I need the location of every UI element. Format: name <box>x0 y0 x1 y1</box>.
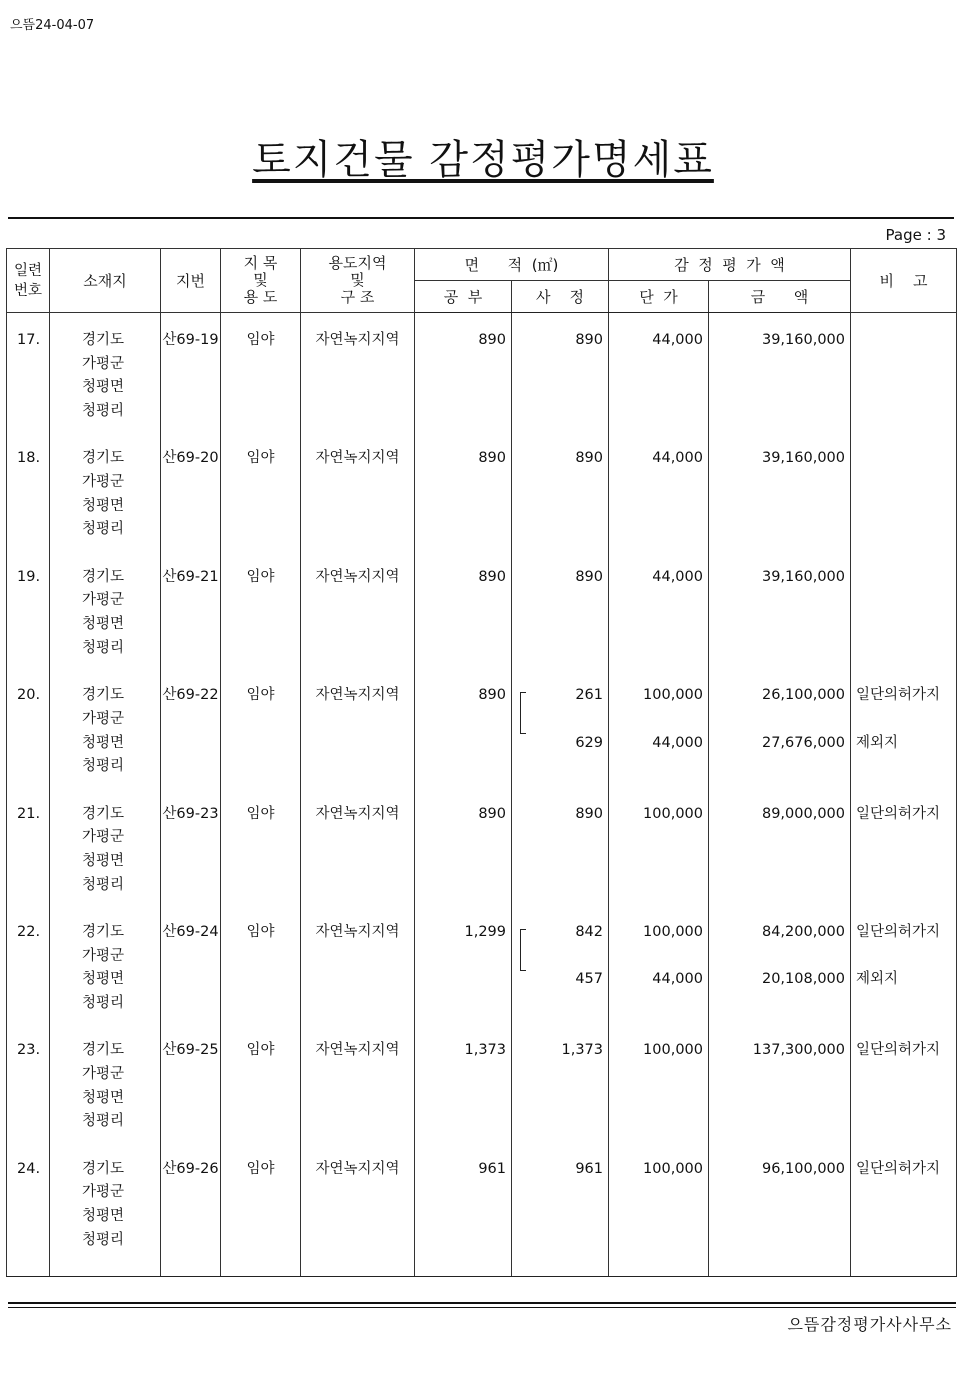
cell-text: 100,000 <box>643 687 703 704</box>
area-actual-cell <box>512 684 609 802</box>
cell-text: 임야 <box>246 923 275 940</box>
category-cell <box>221 921 301 1039</box>
cell-text: 44,000 <box>652 332 703 348</box>
cell-text: 44,000 <box>652 450 703 467</box>
cell-text: 임야 <box>246 805 275 822</box>
cell-text: 산69-26 <box>162 1160 219 1177</box>
location-cell <box>50 803 161 921</box>
cell-text: 23. <box>17 1042 41 1059</box>
cell-text: 제외지 <box>856 971 899 988</box>
cell-text: 자연녹지지역 <box>315 450 400 467</box>
cell-text: 일단의허가지 <box>856 687 941 704</box>
category-cell <box>221 329 301 447</box>
cell-text: 임야 <box>246 568 275 585</box>
cell-text: 100,000 <box>643 805 703 822</box>
zoning-cell <box>301 684 415 802</box>
cell-text: 자연녹지지역 <box>315 568 400 585</box>
category-cell <box>221 1039 301 1157</box>
cell-text: 842 <box>575 923 603 940</box>
area-official-cell <box>415 803 512 921</box>
cell-text: 20,108,000 <box>761 971 846 988</box>
location-cell <box>50 1158 161 1277</box>
area-actual-cell <box>512 1158 609 1277</box>
unit-price-cell <box>609 684 709 802</box>
table-row <box>7 803 957 921</box>
cell-text: 산69-21 <box>162 568 219 585</box>
remarks-cell <box>851 329 957 447</box>
cell-text: 가평군 <box>82 592 125 609</box>
cell-text: 청평리 <box>82 758 125 775</box>
cell-text: 44,000 <box>652 971 703 988</box>
table-row <box>7 329 957 447</box>
lot-cell <box>161 803 221 921</box>
cell-text: 청평리 <box>82 876 125 893</box>
bottom-divider-thin <box>8 1307 956 1308</box>
cell-text: 1,299 <box>464 923 506 940</box>
cell-text: 경기도 <box>82 805 125 822</box>
table-row <box>7 921 957 1039</box>
header-area-actual: 사 정 <box>512 281 609 313</box>
cell-text: 자연녹지지역 <box>315 923 400 940</box>
cell-text: 100,000 <box>643 923 703 940</box>
zoning-cell <box>301 803 415 921</box>
table-row <box>7 684 957 802</box>
zoning-cell <box>301 447 415 565</box>
remarks-cell <box>851 1039 957 1157</box>
office-name: 으뜸감정평가사사무소 <box>787 1315 952 1334</box>
lot-cell <box>161 1039 221 1157</box>
appraisal-table <box>6 248 957 1277</box>
cell-text: 가평군 <box>82 947 125 964</box>
remarks-cell <box>851 1158 957 1277</box>
cell-text: 자연녹지지역 <box>315 1160 400 1177</box>
table-row <box>7 447 957 565</box>
table-row <box>7 1039 957 1157</box>
area-official-cell <box>415 921 512 1039</box>
cell-text: 629 <box>575 734 603 751</box>
cell-text: 청평면 <box>82 497 125 514</box>
location-cell <box>50 684 161 802</box>
location-cell <box>50 329 161 447</box>
zoning-cell <box>301 329 415 447</box>
location-cell <box>50 447 161 565</box>
cell-text: 청평면 <box>82 852 125 869</box>
cell-text: 청평면 <box>82 1089 125 1106</box>
lot-cell <box>161 566 221 684</box>
location-cell <box>50 566 161 684</box>
cell-text: 일단의허가지 <box>856 805 941 822</box>
cell-text: 산69-19 <box>162 332 219 348</box>
header-appraisal: 감 정 평 가 액 <box>609 249 851 281</box>
zoning-cell <box>301 566 415 684</box>
cell-text: 100,000 <box>643 1042 703 1059</box>
location-cell <box>50 1039 161 1157</box>
area-actual-cell <box>512 329 609 447</box>
unit-price-cell <box>609 447 709 565</box>
cell-text: 1,373 <box>464 1042 506 1059</box>
cell-text: 890 <box>478 568 506 585</box>
area-actual-cell <box>512 447 609 565</box>
amount-cell <box>709 447 851 565</box>
unit-price-cell <box>609 1158 709 1277</box>
cell-text: 일단의허가지 <box>856 1042 941 1059</box>
cell-text: 1,373 <box>561 1042 603 1059</box>
area-actual-cell <box>512 803 609 921</box>
cell-text: 26,100,000 <box>761 687 846 704</box>
category-cell <box>221 684 301 802</box>
amount-cell <box>709 921 851 1039</box>
cell-text: 청평면 <box>82 379 125 396</box>
cell-text: 890 <box>575 568 603 585</box>
cell-text: 경기도 <box>82 1042 125 1059</box>
cell-text: 임야 <box>246 1160 275 1177</box>
amount-cell <box>709 1039 851 1157</box>
cell-text: 17. <box>17 332 41 348</box>
amount-cell <box>709 803 851 921</box>
header-remarks: 비 고 <box>851 249 957 313</box>
cell-text: 청평리 <box>82 521 125 538</box>
cell-text: 임야 <box>246 1042 275 1059</box>
zoning-cell <box>301 1039 415 1157</box>
cell-text: 청평면 <box>82 616 125 633</box>
cell-text: 경기도 <box>82 687 125 704</box>
lot-cell <box>161 921 221 1039</box>
cell-text: 가평군 <box>82 355 125 372</box>
remarks-cell <box>851 566 957 684</box>
area-official-cell <box>415 566 512 684</box>
cell-text: 84,200,000 <box>761 923 846 940</box>
serial-cell <box>7 684 50 802</box>
category-cell <box>221 447 301 565</box>
bracket-mark <box>520 929 526 971</box>
area-actual-cell <box>512 1039 609 1157</box>
cell-text: 청평리 <box>82 1231 125 1248</box>
cell-text: 22. <box>17 923 41 940</box>
cell-text: 가평군 <box>82 710 125 727</box>
cell-text: 청평면 <box>82 1208 125 1225</box>
area-official-cell <box>415 684 512 802</box>
cell-text: 임야 <box>246 450 275 467</box>
cell-text: 261 <box>575 687 603 704</box>
cell-text: 19. <box>17 568 41 585</box>
amount-cell <box>709 684 851 802</box>
serial-cell <box>7 329 50 447</box>
area-actual-cell <box>512 921 609 1039</box>
page-number: Page : 3 <box>885 226 946 244</box>
cell-text: 137,300,000 <box>752 1042 846 1059</box>
header-zoning: 용도지역 및 구 조 <box>301 249 415 313</box>
unit-price-cell <box>609 566 709 684</box>
cell-text: 39,160,000 <box>761 568 846 585</box>
title-text: 토지건물 감정평가명세표 <box>252 137 714 183</box>
zoning-cell <box>301 921 415 1039</box>
cell-text: 산69-22 <box>162 687 219 704</box>
zoning-cell <box>301 1158 415 1277</box>
header-amount: 금 액 <box>709 281 851 313</box>
remarks-cell <box>851 921 957 1039</box>
cell-text: 89,000,000 <box>761 805 846 822</box>
amount-cell <box>709 329 851 447</box>
header-unit-price: 단 가 <box>609 281 709 313</box>
cell-text: 100,000 <box>643 1160 703 1177</box>
page-title <box>0 128 966 185</box>
header-area: 면 적 (㎡) <box>415 249 609 281</box>
amount-cell <box>709 566 851 684</box>
cell-text: 경기도 <box>82 332 125 348</box>
cell-text: 산69-23 <box>162 805 219 822</box>
document-id: 으뜸24-04-07 <box>10 18 95 33</box>
cell-text: 자연녹지지역 <box>315 332 400 348</box>
cell-text: 산69-20 <box>162 450 219 467</box>
lot-cell <box>161 447 221 565</box>
cell-text: 임야 <box>246 687 275 704</box>
cell-text: 457 <box>575 971 603 988</box>
cell-text: 890 <box>478 450 506 467</box>
header-land-category: 지 목 및 용 도 <box>221 249 301 313</box>
cell-text: 96,100,000 <box>761 1160 846 1177</box>
cell-text: 18. <box>17 450 41 467</box>
serial-cell <box>7 447 50 565</box>
serial-cell <box>7 1158 50 1277</box>
header-area-official: 공 부 <box>415 281 512 313</box>
cell-text: 산69-24 <box>162 923 219 940</box>
cell-text: 961 <box>575 1160 603 1177</box>
cell-text: 자연녹지지역 <box>315 805 400 822</box>
table-row <box>7 1158 957 1277</box>
serial-cell <box>7 566 50 684</box>
cell-text: 890 <box>478 805 506 822</box>
cell-text: 경기도 <box>82 923 125 940</box>
cell-text: 일단의허가지 <box>856 923 941 940</box>
cell-text: 경기도 <box>82 1160 125 1177</box>
unit-price-cell <box>609 329 709 447</box>
serial-cell <box>7 921 50 1039</box>
cell-text: 가평군 <box>82 1066 125 1083</box>
cell-text: 890 <box>575 805 603 822</box>
cell-text <box>856 447 956 471</box>
cell-text: 44,000 <box>652 734 703 751</box>
cell-text: 산69-25 <box>162 1042 219 1059</box>
category-cell <box>221 566 301 684</box>
cell-text: 청평리 <box>82 1113 125 1130</box>
cell-text: 일단의허가지 <box>856 1160 941 1177</box>
cell-text: 39,160,000 <box>761 332 846 348</box>
header-serial: 일련 번호 <box>7 249 50 313</box>
cell-text: 경기도 <box>82 450 125 467</box>
cell-text: 청평리 <box>82 995 125 1012</box>
serial-cell <box>7 803 50 921</box>
cell-text: 24. <box>17 1160 41 1177</box>
cell-text: 39,160,000 <box>761 450 846 467</box>
area-actual-cell <box>512 566 609 684</box>
unit-price-cell <box>609 921 709 1039</box>
area-official-cell <box>415 329 512 447</box>
cell-text: 청평리 <box>82 403 125 420</box>
area-official-cell <box>415 1158 512 1277</box>
bracket-mark <box>520 692 526 734</box>
cell-text <box>856 566 956 590</box>
cell-text: 27,676,000 <box>761 734 846 751</box>
cell-text: 21. <box>17 805 41 822</box>
category-cell <box>221 1158 301 1277</box>
cell-text: 청평면 <box>82 734 125 751</box>
bottom-divider <box>8 1302 956 1304</box>
remarks-cell <box>851 803 957 921</box>
cell-text: 청평면 <box>82 971 125 988</box>
cell-text: 44,000 <box>652 568 703 585</box>
top-divider <box>8 217 954 219</box>
cell-text: 890 <box>478 687 506 704</box>
cell-text: 890 <box>575 450 603 467</box>
serial-cell <box>7 1039 50 1157</box>
cell-text <box>856 329 956 353</box>
cell-text: 자연녹지지역 <box>315 687 400 704</box>
lot-cell <box>161 329 221 447</box>
cell-text: 가평군 <box>82 474 125 491</box>
cell-text: 제외지 <box>856 734 899 751</box>
location-cell <box>50 921 161 1039</box>
area-official-cell <box>415 1039 512 1157</box>
remarks-cell <box>851 684 957 802</box>
cell-text: 890 <box>575 332 603 348</box>
lot-cell <box>161 1158 221 1277</box>
remarks-cell <box>851 447 957 565</box>
header-lot: 지번 <box>161 249 221 313</box>
unit-price-cell <box>609 1039 709 1157</box>
cell-text: 자연녹지지역 <box>315 1042 400 1059</box>
header-location: 소재지 <box>50 249 161 313</box>
area-official-cell <box>415 447 512 565</box>
cell-text: 경기도 <box>82 568 125 585</box>
cell-text: 임야 <box>246 332 275 348</box>
cell-text: 가평군 <box>82 1184 125 1201</box>
amount-cell <box>709 1158 851 1277</box>
lot-cell <box>161 684 221 802</box>
cell-text: 가평군 <box>82 829 125 846</box>
table-row <box>7 566 957 684</box>
cell-text: 20. <box>17 687 41 704</box>
cell-text: 961 <box>478 1160 506 1177</box>
cell-text: 890 <box>478 332 506 348</box>
cell-text: 청평리 <box>82 639 125 656</box>
unit-price-cell <box>609 803 709 921</box>
category-cell <box>221 803 301 921</box>
